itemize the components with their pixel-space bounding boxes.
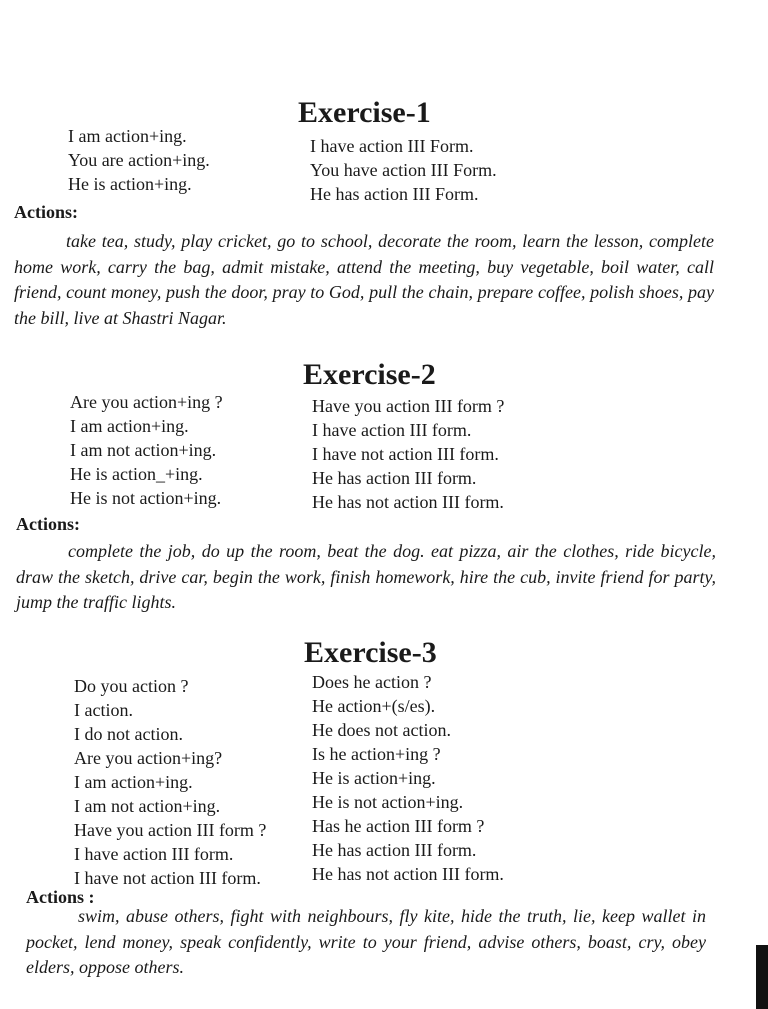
exercise-2-right-line: He has not action III form. — [312, 492, 504, 512]
exercise-3-left-line: Do you action ? — [74, 676, 189, 696]
exercise-2-left-line: Are you action+ing ? — [70, 392, 223, 412]
exercise-3-right-line: He is action+ing. — [312, 768, 436, 788]
exercise-3-right-line: Does he action ? — [312, 672, 432, 692]
exercise-2-right-line: Have you action III form ? — [312, 396, 505, 416]
exercise-1-right-line: He has action III Form. — [310, 184, 479, 204]
exercise-3-right-line: He is not action+ing. — [312, 792, 464, 812]
exercise-2-left-line: I am not action+ing. — [70, 440, 217, 460]
exercise-3-left-line: I have not action III form. — [74, 868, 261, 888]
exercise-1-right-line: I have action III Form. — [310, 136, 474, 156]
exercise-3-left-line: Have you action III form ? — [74, 820, 267, 840]
exercise-2-right-line: I have not action III form. — [312, 444, 499, 464]
exercise-1-left-line: He is action+ing. — [68, 174, 192, 194]
exercise-2-actions-label: Actions: — [16, 514, 80, 534]
exercise-3-left-line: I do not action. — [74, 724, 183, 744]
exercise-3-right-line: He has action III form. — [312, 840, 477, 860]
exercise-2-left-line: He is action_+ing. — [70, 464, 203, 484]
exercise-1-right-line: You have action III Form. — [310, 160, 497, 180]
exercise-1-actions-label: Actions: — [14, 202, 78, 222]
exercise-3-actions-label: Actions : — [26, 887, 95, 907]
exercise-3-right-line: He has not action III form. — [312, 864, 504, 884]
exercise-3-right-line: He action+(s/es). — [312, 696, 436, 716]
exercise-3-right-line: Has he action III form ? — [312, 816, 485, 836]
exercise-2-left-line: He is not action+ing. — [70, 488, 222, 508]
exercise-3-left-line: I have action III form. — [74, 844, 234, 864]
exercise-3-actions-text: swim, abuse others, fight with neighbours, fly kite, hide the truth, lie, keep wallet in pocket, lend money, speak confidently, write to your friend, advise others, boast, cry, obey elders, oppose others. — [26, 906, 706, 977]
exercise-1-right-column — [310, 134, 497, 206]
exercise-2-right-line: He has action III form. — [312, 468, 477, 488]
exercise-3-right-line: Is he action+ing ? — [312, 744, 441, 764]
exercise-2-left-column — [70, 390, 223, 510]
exercise-1-heading: Exercise-1 — [298, 96, 431, 129]
exercise-3-left-line: Are you action+ing? — [74, 748, 223, 768]
exercise-2-right-column — [312, 394, 504, 514]
exercise-2-right-line: I have action III form. — [312, 420, 472, 440]
exercise-2-actions-text: complete the job, do up the room, beat the dog. eat pizza, air the clothes, ride bicycle, draw the sketch, drive car, begin the work, finish homework, hire the cub, invite friend for party, jump the traffic lights. — [16, 541, 716, 612]
exercise-3-heading: Exercise-3 — [304, 636, 437, 669]
exercise-3-left-line: I action. — [74, 700, 133, 720]
exercise-1-left-line: I am action+ing. — [68, 126, 187, 146]
exercise-3-right-column — [312, 670, 504, 886]
exercise-2-heading: Exercise-2 — [303, 358, 436, 391]
exercise-3-left-line: I am not action+ing. — [74, 796, 221, 816]
exercise-1-actions-text: take tea, study, play cricket, go to school, decorate the room, learn the lesson, complete home work, carry the bag, admit mistake, attend the meeting, buy vegetable, boil water, call friend, count money, push the door, pray to God, pull the chain, prepare coffee, polish shoes, pay the bill, live at Shastri Nagar. — [14, 231, 714, 328]
exercise-3-right-line: He does not action. — [312, 720, 451, 740]
exercise-3-left-line: I am action+ing. — [74, 772, 193, 792]
exercise-2-left-line: I am action+ing. — [70, 416, 189, 436]
exercise-1-left-line: You are action+ing. — [68, 150, 210, 170]
page-edge-shadow — [756, 945, 768, 1009]
exercise-1-left-column — [68, 124, 210, 196]
exercise-3-left-column — [74, 674, 266, 890]
